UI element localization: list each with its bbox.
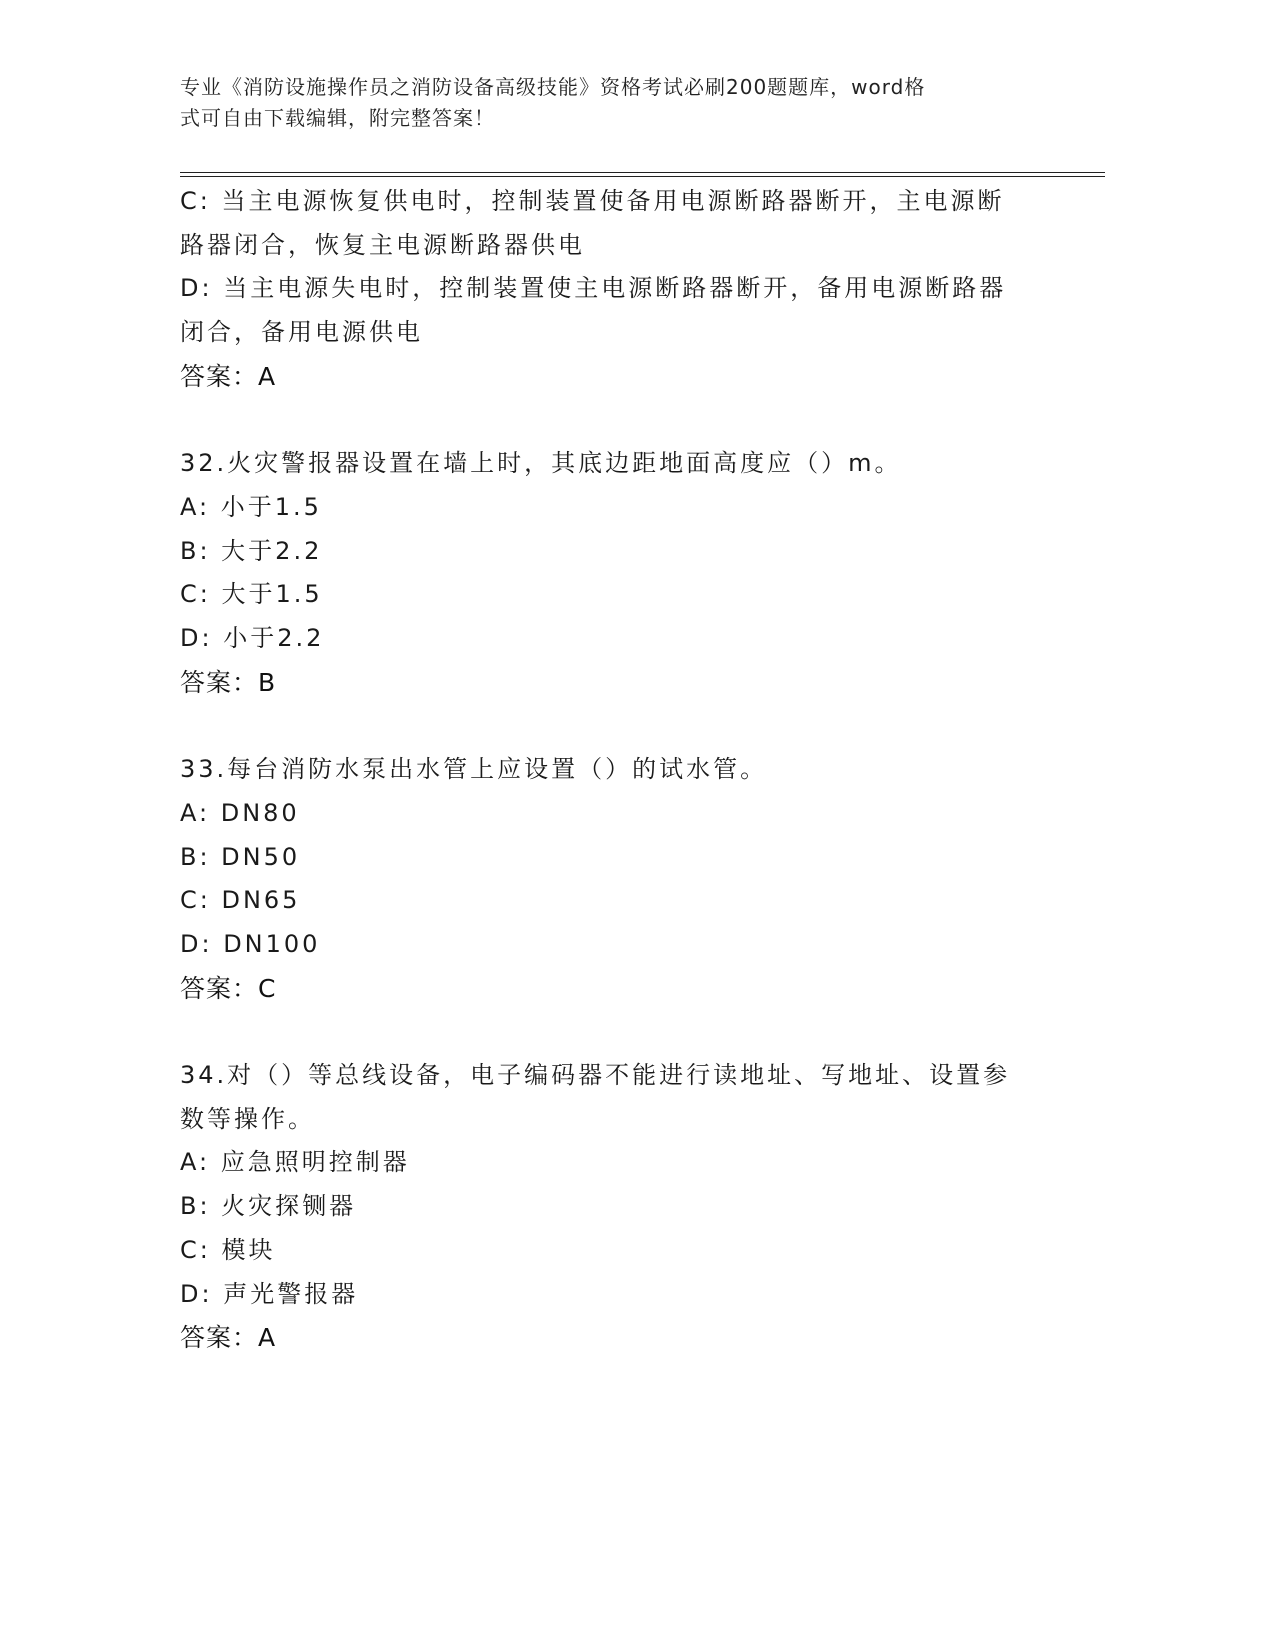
- option-d-line-1: D: 当主电源失电时，控制装置使主电源断路器断开，备用电源断路器: [180, 274, 1007, 303]
- question-stem: 33.每台消防水泵出水管上应设置（）的试水管。: [180, 755, 768, 784]
- question-32: [180, 442, 1050, 704]
- question-31-continued: [180, 180, 1050, 399]
- question-content: [180, 180, 1050, 1360]
- spacer: [180, 399, 1050, 443]
- question-34: [180, 1054, 1050, 1360]
- option-a: A: 小于1.5: [180, 492, 322, 521]
- question-stem-line-2: 数等操作。: [180, 1104, 315, 1133]
- header-line-1: 专业《消防设施操作员之消防设备高级技能》资格考试必刷200题题库，word格: [180, 75, 926, 99]
- question-stem-line-1: 34.对（）等总线设备，电子编码器不能进行读地址、写地址、设置参: [180, 1061, 1011, 1090]
- answer-32: 答案：B: [180, 667, 277, 697]
- option-d: D: DN100: [180, 929, 321, 958]
- spacer: [180, 704, 1050, 748]
- option-c-line-1: C: 当主电源恢复供电时，控制装置使备用电源断路器断开，主电源断: [180, 187, 1005, 215]
- option-d-line-2: 闭合，备用电源供电: [180, 318, 423, 347]
- option-c: C: 模块: [180, 1235, 276, 1264]
- spacer: [180, 1010, 1050, 1054]
- header-line-2: 式可自由下载编辑，附完整答案！: [180, 106, 495, 130]
- option-c: C: DN65: [180, 886, 301, 915]
- question-stem: 32.火灾警报器设置在墙上时，其底边距地面高度应（）m。: [180, 449, 902, 478]
- option-c: C: 大于1.5: [180, 580, 323, 609]
- question-33: [180, 748, 1050, 1010]
- option-b: B: 火灾探铡器: [180, 1192, 357, 1221]
- option-b: B: DN50: [180, 842, 301, 871]
- option-a: A: 应急照明控制器: [180, 1148, 410, 1177]
- header-divider: [180, 172, 1105, 177]
- answer-31: 答案：A: [180, 361, 277, 391]
- option-a: A: DN80: [180, 798, 300, 827]
- answer-33: 答案：C: [180, 973, 277, 1003]
- option-c-line-2: 路器闭合，恢复主电源断路器供电: [180, 230, 585, 259]
- option-d: D: 小于2.2: [180, 624, 325, 653]
- page-header: [180, 72, 1040, 134]
- option-b: B: 大于2.2: [180, 536, 323, 565]
- answer-34: 答案：A: [180, 1323, 277, 1353]
- option-d: D: 声光警报器: [180, 1279, 359, 1308]
